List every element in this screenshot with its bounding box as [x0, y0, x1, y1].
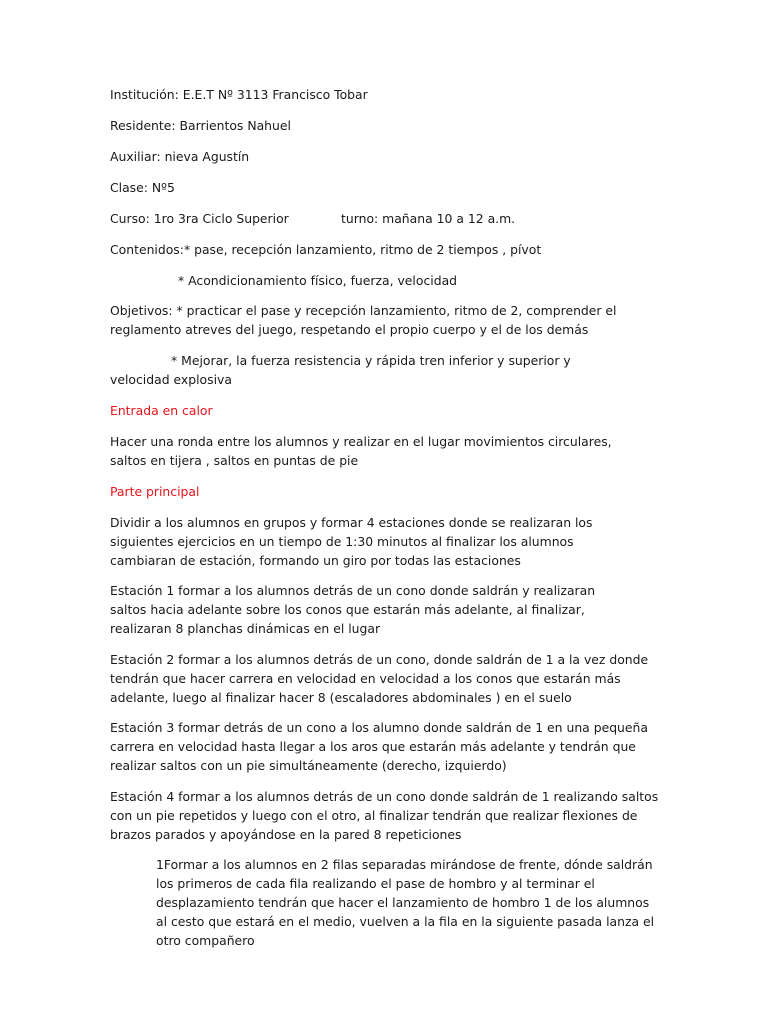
- estacion-1-paragraph: Estación 1 formar a los alumnos detrás de un cono donde saldrán y realizaran saltos hacia adelante sobre los conos que estarán más adelante, al finalizar, realizaran 8 planchas dinámicas en el lugar: [110, 583, 596, 636]
- contenidos-line: Contenidos:* pase, recepción lanzamiento, ritmo de 2 tiempos , pívot: [110, 242, 542, 257]
- clase-line: Clase: Nº5: [110, 180, 175, 195]
- estacion-3-paragraph: Estación 3 formar detrás de un cono a los alumno donde saldrán de 1 en una pequeña carrera en velocidad hasta llegar a los aros que estarán más adelante y tendrán que realizar saltos con un pie simultáneamente (derecho, izquierdo): [110, 720, 648, 773]
- parte-principal-heading: Parte principal: [110, 484, 200, 499]
- residente-line: Residente: Barrientos Nahuel: [110, 118, 291, 133]
- estacion-4-paragraph: Estación 4 formar a los alumnos detrás de un cono donde saldrán de 1 realizando saltos con un pie repetidos y luego con el otro, al finalizar tendrán que realizar flexiones de brazos parados y apoyándose en la pared 8 repeticiones: [110, 789, 659, 842]
- institucion-line: Institución: E.E.T Nº 3113 Francisco Tobar: [110, 87, 368, 102]
- auxiliar-line: Auxiliar: nieva Agustín: [110, 149, 250, 164]
- contenidos-subline: * Acondicionamiento físico, fuerza, velocidad: [178, 273, 458, 288]
- estacion-2-paragraph: Estación 2 formar a los alumnos detrás de un cono, donde saldrán de 1 a la vez donde tendrán que hacer carrera en velocidad en velocidad a los conos que estarán más adelante, luego al finalizar hacer 8 (escaladores abdominales ) en el suelo: [110, 652, 649, 705]
- turno-line: turno: mañana 10 a 12 a.m.: [341, 211, 516, 226]
- entrada-heading: Entrada en calor: [110, 403, 213, 418]
- objetivos-paragraph: Objetivos: * practicar el pase y recepción lanzamiento, ritmo de 2, comprender el reglamento atreves del juego, respetando el propio cuerpo y el de los demás: [110, 303, 617, 337]
- parte-principal-paragraph: Dividir a los alumnos en grupos y formar 4 estaciones donde se realizaran los siguientes ejercicios en un tiempo de 1:30 minutos al finalizar los alumnos cambiaran de estación, formando un giro por todas las estaciones: [110, 515, 593, 568]
- item-1-paragraph: 1Formar a los alumnos en 2 filas separadas mirándose de frente, dónde saldrán los primeros de cada fila realizando el pase de hombro y al terminar el desplazamiento tendrán que hacer el lanzamiento de hombro 1 de los alumnos al cesto que estará en el medio, vuelven a la fila en la siguiente pasada lanza el otro compañero: [156, 857, 655, 948]
- entrada-paragraph: Hacer una ronda entre los alumnos y realizar en el lugar movimientos circulares, saltos en tijera , saltos en puntas de pie: [110, 434, 612, 468]
- objetivos-subparagraph: * Mejorar, la fuerza resistencia y rápida tren inferior y superior y velocidad explosiva: [110, 353, 571, 387]
- curso-line: Curso: 1ro 3ra Ciclo Superior: [110, 211, 289, 226]
